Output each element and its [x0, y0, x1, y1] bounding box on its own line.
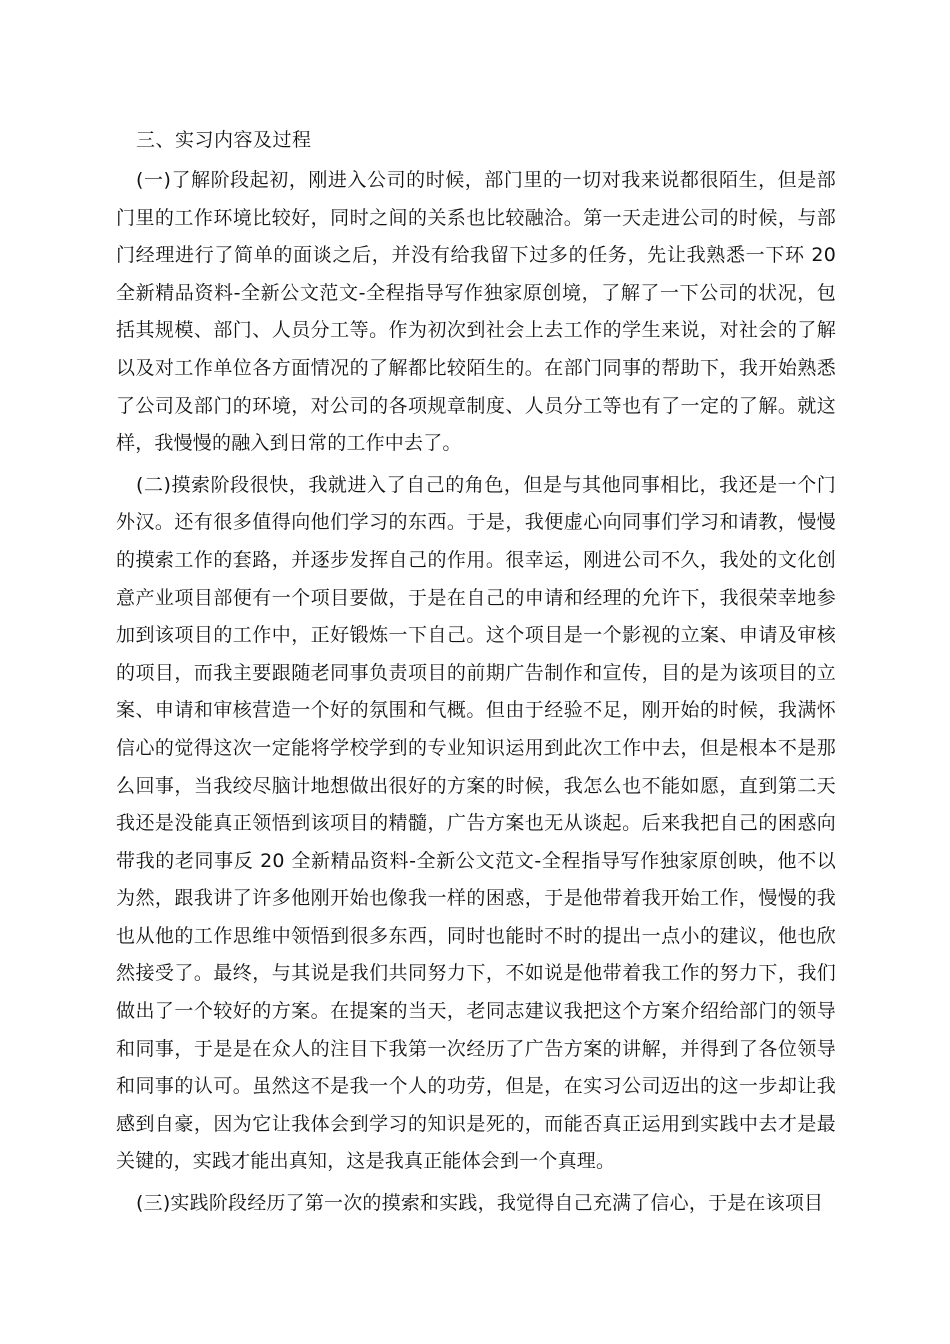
paragraph-understanding-stage: (一)了解阶段起初，刚进入公司的时候，部门里的一切对我来说都很陌生，但是部门里的工作环境比较好，同时之间的关系也比较融洽。第一天走进公司的时候，与部门经理进行了简单的面谈之后，并没有给我留下过多的任务，先让我熟悉一下环 20 全新精品资料-全新公文范文-全程指导写作独家原创境，了解了一下公司的状况，包括其规模、部门、人员分工等。作为初次到社会上去工作的学生来说，对社会的了解以及对工作单位各方面情况的了解都比较陌生的。在部门同事的帮助下，我开始熟悉了公司及部门的环境，对公司的各项规章制度、人员分工等也有了一定的了解。就这样，我慢慢的融入到日常的工作中去了。	[116, 169, 836, 455]
section-heading: 三、实习内容及过程	[136, 129, 312, 151]
paragraph-practice-stage: (三)实践阶段经历了第一次的摸索和实践，我觉得自己充满了信心，于是在该项目	[136, 1192, 824, 1215]
document-body	[116, 126, 836, 1223]
paragraph-exploration-stage: (二)摸索阶段很快，我就进入了自己的角色，但是与其他同事相比，我还是一个门外汉。还有很多值得向他们学习的东西。于是，我便虚心向同事们学习和请教，慢慢的摸索工作的套路，并逐步发挥自己的作用。很幸运，刚进公司不久，我处的文化创意产业项目部便有一个项目要做，于是在自己的申请和经理的允许下，我很荣幸地参加到该项目的工作中，正好锻炼一下自己。这个项目是一个影视的立案、申请及审核的项目，而我主要跟随老同事负责项目的前期广告制作和宣传，目的是为该项目的立案、申请和审核营造一个好的氛围和气概。但由于经验不足，刚开始的时候，我满怀信心的觉得这次一定能将学校学到的专业知识运用到此次工作中去，但是根本不是那么回事，当我绞尽脑计地想做出很好的方案的时候，我怎么也不能如愿，直到第二天我还是没能真正领悟到该项目的精髓，广告方案也无从谈起。后来我把自己的困惑向带我的老同事反 20 全新精品资料-全新公文范文-全程指导写作独家原创映，他不以为然，跟我讲了许多他刚开始也像我一样的困惑，于是他带着我开始工作，慢慢的我也从他的工作思维中领悟到很多东西，同时也能时不时的提出一点小的建议，他也欣然接受了。最终，与其说是我们共同努力下，不如说是他带着我工作的努力下，我们做出了一个较好的方案。在提案的当天，老同志建议我把这个方案介绍给部门的领导和同事，于是是在众人的注目下我第一次经历了广告方案的讲解，并得到了各位领导和同事的认可。虽然这不是我一个人的功劳，但是，在实习公司迈出的这一步却让我感到自豪，因为它让我体会到学习的知识是死的，而能否真正运用到实践中去才是最关键的，实践才能出真知，这是我真正能体会到一个真理。	[116, 473, 836, 1173]
